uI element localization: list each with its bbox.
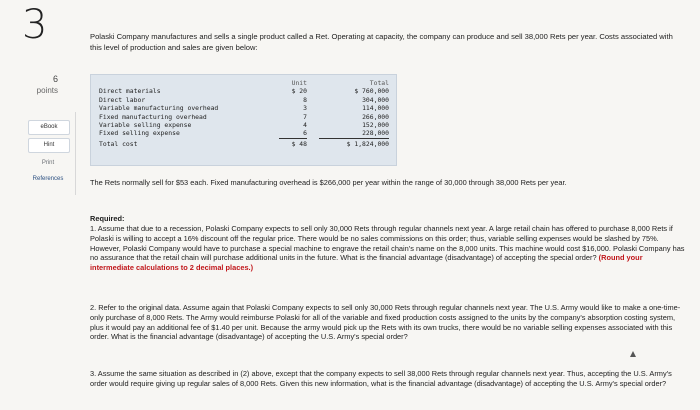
question-number: 3 — [22, 2, 47, 48]
row-unit: 3 — [303, 104, 307, 113]
row-label: Direct materials — [99, 87, 161, 96]
hint-button[interactable]: Hint — [28, 138, 70, 153]
required-heading: Required: — [90, 214, 125, 223]
left-sidebar — [0, 0, 72, 410]
row-total: 266,000 — [362, 112, 389, 121]
part-3-question: 3. Assume the same situation as described in (2) above, except that the company expects to sell 38,000 Rets through regular channels next year. Thus, accepting the U.S. Army's order would require giving up regular sales of 8,000 Rets. Given this new information, what is the financial advantage (disadvantage) of accepting the U.S. Army's special order? — [90, 369, 672, 388]
mouse-cursor — [630, 351, 636, 357]
row-total: $ 760,000 — [354, 87, 389, 96]
print-link[interactable]: Print — [41, 160, 55, 166]
row-label: Direct labor — [99, 95, 146, 104]
sidebar-divider — [75, 112, 76, 195]
row-label: Total cost — [99, 139, 138, 148]
row-label: Variable selling expense — [99, 120, 192, 129]
row-total: 152,000 — [362, 120, 389, 129]
total-header: Total — [369, 79, 389, 87]
references-link[interactable]: References — [32, 176, 64, 182]
row-total: 114,000 — [362, 104, 389, 113]
points-label: points — [36, 86, 58, 95]
row-label: Fixed selling expense — [99, 129, 180, 138]
row-unit: 7 — [303, 112, 307, 121]
row-unit: 4 — [303, 120, 307, 129]
row-label: Fixed manufacturing overhead — [99, 112, 207, 121]
points-value: 6 — [52, 74, 58, 84]
row-unit: 8 — [303, 95, 307, 104]
row-unit: $ 20 — [291, 87, 307, 96]
row-total: 304,000 — [362, 95, 389, 104]
part-1-text: 1. Assume that due to a recession, Polaski Company expects to sell only 30,000 Rets through regular channels next year. A large retail chain has offered to purchase 8,000 Rets if Polaski is willing to accept a 16% discount off the regular price. There would be no sales commissions on this order; thus, variable selling expenses would be slashed by 75%. However, Polaski Company would have to purchase a special machine to engrave the retail chain's name on the 8,000 units. This machine would cost $16,000. Polaski Company has no assurance that the retail chain will purchase additional units in the future. What is the financial advantage (disadvantage) of accepting the special order? — [90, 224, 685, 263]
row-unit: $ 48 — [291, 139, 307, 148]
problem-intro: Polaski Company manufactures and sells a single product called a Ret. Operating at capacity, the company can produce and sell 38,000 Rets per year. Costs associated with this level of production and sales are given below: — [90, 32, 673, 52]
row-total: $ 1,824,000 — [346, 139, 389, 148]
cost-table — [90, 74, 397, 166]
row-unit: 6 — [279, 129, 307, 138]
row-label: Variable manufacturing overhead — [99, 104, 219, 113]
row-total: 228,000 — [319, 129, 389, 138]
normal-price-text: The Rets normally sell for $53 each. Fixed manufacturing overhead is $266,000 per year within the range of 30,000 through 38,000 Rets per year. — [90, 178, 567, 187]
ebook-button[interactable]: eBook — [28, 120, 70, 135]
part-1-note: (Round your intermediate calculations to 2 decimal places.) — [90, 253, 643, 273]
part-1-question — [90, 224, 688, 273]
unit-header: Unit — [291, 79, 307, 87]
part-2-question: 2. Refer to the original data. Assume again that Polaski Company expects to sell only 30,000 Rets through regular channels next year. The U.S. Army would like to make a one-time-only purchase of 8,000 Rets. The Army would reimburse Polaski for all of the variable and fixed production costs assigned to the units by the company's absorption costing system, plus it would pay an additional fee of $1.40 per unit. Because the army would pick up the Rets with its own trucks, there would be no variable selling expenses associated with this order. What is the financial advantage (disadvantage) of accepting the U.S. Army's special order? — [90, 303, 681, 342]
